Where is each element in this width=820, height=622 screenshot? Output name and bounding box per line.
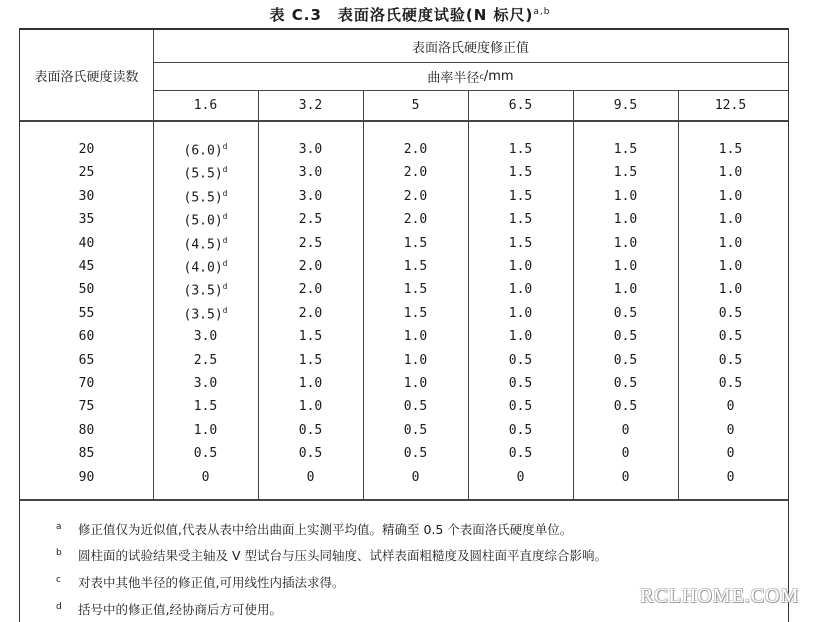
correction-value-text: 0.5 — [613, 329, 638, 345]
correction-value-text: 0.5 — [613, 376, 638, 391]
correction-value-text: 1.5 — [193, 399, 218, 415]
correction-value-text: 1.0 — [298, 376, 323, 391]
footnote-text: 修正值仅为近似值,代表从表中给出曲面上实测平均值。精确至 0.5 个表面洛氏硬度单位。 — [78, 522, 573, 537]
correction-value — [258, 446, 363, 461]
correction-value-text: 0.5 — [403, 446, 428, 462]
footnote-mark: d — [56, 601, 62, 612]
correction-value-text: 0 — [726, 469, 735, 485]
correction-value — [678, 399, 783, 414]
correction-value — [153, 423, 258, 438]
correction-value-text: 1.0 — [613, 212, 638, 228]
correction-value-text: 3.0 — [193, 329, 218, 345]
correction-value — [153, 376, 258, 391]
correction-value-text: 1.0 — [403, 352, 428, 368]
correction-value — [258, 212, 363, 227]
correction-value — [678, 212, 783, 227]
correction-value-text: 1.5 — [718, 142, 743, 157]
correction-value-text: 0.5 — [403, 399, 428, 415]
correction-value — [258, 306, 363, 321]
correction-value — [363, 142, 468, 157]
footnote-mark: b — [56, 547, 62, 558]
correction-value-text: 2.0 — [298, 259, 323, 274]
hardness-reading: 35 — [78, 212, 95, 228]
radius-header-2: 3.2 — [298, 98, 323, 113]
correction-value-text: 1.0 — [613, 282, 638, 298]
correction-value — [153, 470, 258, 485]
correction-value — [153, 212, 258, 228]
correction-value-text: 2.5 — [298, 212, 323, 228]
correction-value — [258, 259, 363, 274]
correction-value-text: 1.5 — [508, 212, 533, 228]
footnote-text: 括号中的修正值,经协商后方可使用。 — [78, 602, 282, 617]
correction-value-text: 1.0 — [403, 329, 428, 345]
correction-value — [258, 142, 363, 157]
correction-value — [678, 306, 783, 321]
correction-value — [258, 470, 363, 485]
correction-value-text: 1.0 — [718, 282, 743, 298]
correction-value-text: 1.0 — [193, 422, 218, 438]
correction-value — [153, 259, 258, 275]
correction-value-text: 0.5 — [613, 399, 638, 415]
correction-value — [363, 259, 468, 274]
correction-value-text: 1.0 — [613, 235, 638, 251]
correction-value — [573, 423, 678, 438]
radius-header-5: 9.5 — [613, 98, 638, 113]
footnote-mark: d — [222, 212, 228, 222]
correction-value — [468, 282, 573, 297]
correction-value — [573, 165, 678, 180]
correction-value — [153, 165, 258, 181]
correction-value — [573, 446, 678, 461]
correction-value — [258, 399, 363, 414]
watermark: RCLHOME.COM — [640, 585, 800, 607]
correction-value — [363, 470, 468, 485]
correction-value-text: 1.5 — [403, 282, 428, 298]
notes-divider — [20, 499, 788, 501]
correction-value-text: 1.0 — [508, 329, 533, 345]
correction-value — [678, 236, 783, 251]
correction-value-text: 1.0 — [403, 376, 428, 391]
footnote-d — [56, 600, 282, 618]
correction-value — [678, 189, 783, 204]
footnote-mark: d — [222, 165, 228, 175]
footnote-mark: d — [222, 188, 228, 198]
correction-value — [468, 353, 573, 368]
correction-value-text: 0.5 — [298, 422, 323, 438]
hardness-reading: 60 — [78, 329, 95, 345]
correction-value-text: 1.0 — [718, 212, 743, 228]
correction-value-text: (5.5) — [183, 190, 223, 206]
correction-value-text: 1.5 — [298, 352, 323, 368]
table-title — [0, 4, 820, 25]
correction-value — [363, 236, 468, 251]
hardness-reading: 85 — [78, 446, 95, 462]
correction-value — [573, 399, 678, 414]
correction-value-text: 0 — [411, 469, 420, 485]
footnote-mark: d — [222, 259, 228, 268]
correction-value-text: 1.0 — [613, 188, 638, 204]
correction-value — [573, 236, 678, 251]
correction-value — [468, 236, 573, 251]
correction-value-text: 0.5 — [193, 446, 218, 462]
correction-value — [678, 376, 783, 391]
correction-value — [468, 306, 573, 321]
correction-value-text: 2.0 — [403, 188, 428, 204]
correction-value — [153, 353, 258, 368]
correction-value-text: 1.5 — [613, 142, 638, 157]
correction-value-text: 1.5 — [403, 235, 428, 251]
correction-value-text: 0.5 — [508, 376, 533, 391]
footnote-text: 对表中其他半径的修正值,可用线性内插法求得。 — [78, 575, 345, 590]
correction-value-text: 0 — [621, 469, 630, 485]
footnote-text: 圆柱面的试验结果受主轴及 V 型试台与压头同轴度、试样表面粗糙度及圆柱面平直度综合影响。 — [78, 548, 607, 563]
correction-value-text: 1.0 — [718, 188, 743, 204]
correction-value-text: 1.5 — [298, 329, 323, 345]
correction-value — [468, 446, 573, 461]
correction-value-text: 0.5 — [508, 446, 533, 462]
correction-value-text: 1.0 — [508, 305, 533, 321]
hardness-reading: 50 — [78, 282, 95, 298]
correction-value-text: 2.5 — [298, 235, 323, 251]
hardness-reading: 70 — [78, 376, 95, 391]
correction-value-text: 2.0 — [298, 305, 323, 321]
correction-value — [153, 142, 258, 158]
correction-value-text: 2.0 — [403, 142, 428, 157]
footnote-c — [56, 573, 344, 591]
correction-value-text: (5.5) — [183, 166, 223, 182]
correction-value — [153, 306, 258, 322]
sub-header-label: 曲率半径 — [427, 70, 480, 86]
correction-value — [468, 470, 573, 485]
correction-value-text: 1.0 — [508, 282, 533, 298]
correction-value — [258, 282, 363, 297]
correction-value-text: 0.5 — [718, 352, 743, 368]
correction-value-text: 0.5 — [718, 305, 743, 321]
correction-value — [468, 399, 573, 414]
correction-value-text: 1.5 — [508, 235, 533, 251]
footnote-mark: d — [222, 305, 228, 315]
correction-value-text: 3.0 — [298, 142, 323, 157]
correction-value — [573, 212, 678, 227]
hardness-reading: 20 — [78, 142, 95, 157]
radius-header-6: 12.5 — [714, 98, 747, 113]
correction-value — [678, 329, 783, 344]
correction-value — [153, 189, 258, 205]
correction-value — [678, 353, 783, 368]
correction-value-text: 0 — [621, 422, 630, 438]
correction-value-text: 0 — [306, 469, 315, 485]
correction-value — [678, 446, 783, 461]
correction-value-text: 1.5 — [508, 142, 533, 157]
footnote-mark: a — [56, 521, 62, 532]
hardness-reading: 80 — [78, 422, 95, 438]
correction-value — [468, 259, 573, 274]
correction-value — [468, 142, 573, 157]
footnote-mark: c — [56, 574, 61, 585]
correction-value — [363, 446, 468, 461]
hardness-reading: 25 — [78, 165, 95, 181]
correction-value-text: 2.0 — [403, 165, 428, 181]
correction-value-text: 0 — [726, 446, 735, 462]
correction-value-text: 0 — [726, 399, 735, 415]
footnote-b — [56, 546, 607, 564]
correction-value — [153, 399, 258, 414]
correction-value-text: 2.5 — [193, 352, 218, 368]
correction-value-text: 2.0 — [403, 212, 428, 228]
correction-value — [153, 236, 258, 252]
correction-value — [258, 189, 363, 204]
correction-value-text: (3.5) — [183, 307, 223, 323]
correction-value-text: 0 — [201, 469, 210, 485]
correction-value-text: 0.5 — [718, 329, 743, 345]
correction-value — [468, 423, 573, 438]
correction-value — [573, 189, 678, 204]
group-header: 表面洛氏硬度修正值 — [411, 40, 529, 56]
radius-header-4: 6.5 — [508, 98, 533, 113]
correction-value-text: 1.5 — [508, 165, 533, 181]
correction-value — [468, 165, 573, 180]
correction-value — [363, 165, 468, 180]
correction-value-text: 0 — [621, 446, 630, 462]
correction-value-text: 0.5 — [718, 376, 743, 391]
hardness-reading: 45 — [78, 259, 95, 274]
correction-value-text: 0.5 — [508, 352, 533, 368]
correction-value — [258, 423, 363, 438]
footnote-mark: d — [222, 235, 228, 245]
correction-value — [678, 165, 783, 180]
correction-value — [573, 470, 678, 485]
correction-value-text: (3.5) — [183, 283, 223, 299]
correction-value — [678, 470, 783, 485]
correction-value-text: (6.0) — [183, 143, 223, 159]
correction-value — [258, 376, 363, 391]
correction-value — [363, 212, 468, 227]
correction-value — [363, 353, 468, 368]
correction-value — [678, 282, 783, 297]
correction-value — [468, 329, 573, 344]
correction-value-text: (4.5) — [183, 236, 223, 252]
hardness-reading: 40 — [78, 235, 95, 251]
table-title-text: 表 C.3 表面洛氏硬度试验(N 标尺) — [269, 6, 534, 24]
correction-value — [573, 259, 678, 274]
correction-value-text: 0.5 — [403, 422, 428, 438]
footnote-mark: d — [222, 282, 228, 292]
correction-value-text: (5.0) — [183, 213, 223, 229]
footnote-mark: d — [222, 142, 228, 151]
correction-value — [153, 329, 258, 344]
correction-value-text: 1.0 — [718, 165, 743, 181]
row-header: 表面洛氏硬度读数 — [34, 69, 139, 85]
correction-value-text: 0 — [726, 422, 735, 438]
hardness-reading: 65 — [78, 352, 95, 368]
correction-value-text: 3.0 — [298, 188, 323, 204]
header-bottom-rule — [20, 120, 788, 122]
correction-value — [153, 446, 258, 461]
correction-value-text: 1.5 — [403, 305, 428, 321]
correction-value — [363, 189, 468, 204]
correction-value-text: 1.5 — [403, 259, 428, 274]
header-rule — [153, 62, 788, 63]
hardness-reading: 30 — [78, 188, 95, 204]
correction-value-text: 1.0 — [298, 399, 323, 415]
sub-header-unit: /mm — [483, 68, 514, 84]
correction-value — [573, 353, 678, 368]
correction-value — [678, 259, 783, 274]
correction-value-text: 2.0 — [298, 282, 323, 298]
correction-value — [468, 376, 573, 391]
header-rule — [153, 90, 788, 91]
correction-value-text: 1.5 — [508, 188, 533, 204]
correction-value — [468, 189, 573, 204]
correction-value — [363, 423, 468, 438]
correction-value — [258, 353, 363, 368]
table-frame — [19, 28, 789, 622]
correction-value — [258, 165, 363, 180]
correction-value — [363, 399, 468, 414]
table-title-footnote-mark: a,b — [533, 7, 551, 17]
correction-value-text: 1.5 — [613, 165, 638, 181]
correction-value-text: 1.0 — [613, 259, 638, 274]
sub-header — [153, 62, 788, 90]
hardness-reading: 90 — [78, 469, 95, 485]
correction-value — [468, 212, 573, 227]
sub-header-footnote-mark: c — [479, 71, 484, 81]
correction-value — [573, 376, 678, 391]
correction-value — [573, 306, 678, 321]
correction-value — [573, 282, 678, 297]
correction-value-text: 0.5 — [508, 422, 533, 438]
footnote-a — [56, 520, 572, 538]
correction-value — [258, 329, 363, 344]
correction-value-text: 0.5 — [613, 352, 638, 368]
correction-value-text: 1.0 — [718, 259, 743, 274]
correction-value — [363, 376, 468, 391]
correction-value-text: 0.5 — [613, 305, 638, 321]
correction-value-text: 3.0 — [298, 165, 323, 181]
hardness-reading: 75 — [78, 399, 95, 415]
hardness-reading: 55 — [78, 305, 95, 321]
correction-value-text: 0.5 — [298, 446, 323, 462]
radius-header-3: 5 — [411, 98, 420, 113]
correction-value — [153, 282, 258, 298]
correction-value — [363, 282, 468, 297]
correction-value-text: 0.5 — [508, 399, 533, 415]
correction-value — [678, 142, 783, 157]
correction-value — [363, 306, 468, 321]
correction-value — [573, 142, 678, 157]
correction-value — [573, 329, 678, 344]
correction-value-text: 0 — [516, 469, 525, 485]
correction-value-text: (4.0) — [183, 260, 223, 276]
correction-value-text: 3.0 — [193, 376, 218, 391]
correction-value — [678, 423, 783, 438]
correction-value — [258, 236, 363, 251]
correction-value-text: 1.0 — [718, 235, 743, 251]
radius-header-1: 1.6 — [193, 98, 218, 113]
correction-value — [363, 329, 468, 344]
correction-value-text: 1.0 — [508, 259, 533, 274]
